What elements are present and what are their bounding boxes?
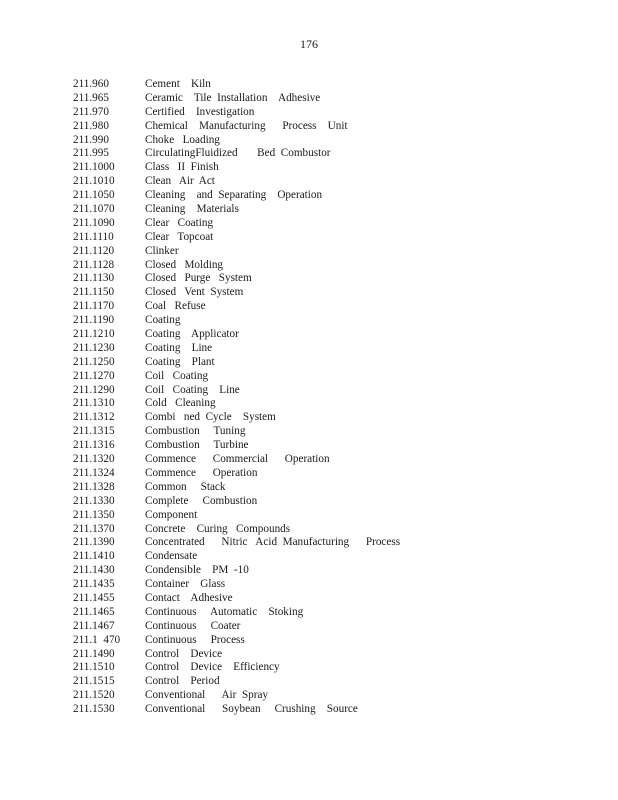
section-number: 211.1230 — [73, 341, 115, 354]
defined-term: Continuous Process — [145, 633, 245, 646]
index-entry — [73, 564, 400, 578]
section-number: 211.1170 — [73, 300, 115, 313]
index-entry — [73, 231, 400, 245]
defined-term: Control Period — [145, 675, 220, 688]
section-number: 211.995 — [73, 147, 109, 160]
section-number: 211.1330 — [73, 494, 115, 507]
defined-term: Coil Coating Line — [145, 383, 240, 396]
defined-term: Class II Finish — [145, 161, 219, 174]
section-number: 211.990 — [73, 133, 109, 146]
defined-term: Choke Loading — [145, 133, 220, 146]
defined-term: Component — [145, 508, 198, 521]
index-entry — [73, 245, 400, 259]
index-entry — [73, 675, 400, 689]
index-entry — [73, 175, 400, 189]
index-entry — [73, 536, 400, 550]
defined-term: Closed Purge System — [145, 272, 252, 285]
definition-index-list — [73, 78, 400, 717]
defined-term: Clear Topcoat — [145, 230, 214, 243]
section-number: 211.1390 — [73, 536, 115, 549]
section-number: 211.965 — [73, 91, 109, 104]
index-entry — [73, 300, 400, 314]
defined-term: Closed Molding — [145, 258, 224, 271]
defined-term: Condensible PM -10 — [145, 564, 249, 577]
defined-term: Concrete Curing Compounds — [145, 522, 291, 535]
index-entry — [73, 342, 400, 356]
index-entry — [73, 481, 400, 495]
defined-term: Condensate — [145, 550, 198, 563]
defined-term: Continuous Coater — [145, 619, 241, 632]
section-number: 211.1000 — [73, 161, 115, 174]
section-number: 211.1120 — [73, 244, 115, 257]
defined-term: Clean Air Act — [145, 175, 215, 188]
defined-term: Concentrated Nitric Acid Manufacturing Process — [145, 536, 401, 549]
defined-term: Coating Plant — [145, 355, 215, 368]
defined-term: Commence Operation — [145, 466, 258, 479]
defined-term: Continuous Automatic Stoking — [145, 605, 304, 618]
index-entry — [73, 606, 400, 620]
index-entry — [73, 703, 400, 717]
section-number: 211.1350 — [73, 508, 115, 521]
index-entry — [73, 259, 400, 273]
defined-term: Clinker — [145, 244, 179, 257]
index-entry — [73, 578, 400, 592]
index-entry — [73, 523, 400, 537]
index-entry — [73, 397, 400, 411]
section-number: 211.1070 — [73, 203, 115, 216]
defined-term: Coating Line — [145, 341, 213, 354]
section-number: 211.1455 — [73, 591, 115, 604]
section-number: 211.1435 — [73, 578, 115, 591]
defined-term: Combi ned Cycle System — [145, 411, 276, 424]
defined-term: Coating Applicator — [145, 328, 239, 341]
index-entry — [73, 453, 400, 467]
section-number: 211.1490 — [73, 647, 115, 660]
index-entry — [73, 634, 400, 648]
defined-term: Combustion Tuning — [145, 425, 246, 438]
defined-term: Control Device Efficiency — [145, 661, 280, 674]
section-number: 211.1430 — [73, 564, 115, 577]
section-number: 211.1210 — [73, 328, 115, 341]
section-number: 211.1250 — [73, 355, 115, 368]
index-entry — [73, 661, 400, 675]
index-entry — [73, 189, 400, 203]
index-entry — [73, 384, 400, 398]
index-entry — [73, 689, 400, 703]
section-number: 211.970 — [73, 105, 109, 118]
index-entry — [73, 161, 400, 175]
section-number: 211.1270 — [73, 369, 115, 382]
index-entry — [73, 425, 400, 439]
section-number: 211.960 — [73, 78, 109, 90]
defined-term: Commence Commercial Operation — [145, 453, 330, 466]
section-number: 211.1510 — [73, 661, 115, 674]
index-entry — [73, 328, 400, 342]
section-number: 211.1324 — [73, 466, 115, 479]
defined-term: Clear Coating — [145, 216, 214, 229]
defined-term: Closed Vent System — [145, 286, 244, 299]
section-number: 211.980 — [73, 119, 109, 132]
section-number: 211.1150 — [73, 286, 115, 299]
defined-term: Coil Coating — [145, 369, 209, 382]
section-number: 211.1515 — [73, 675, 115, 688]
defined-term: Conventional Soybean Crushing Source — [145, 703, 358, 716]
index-entry — [73, 495, 400, 509]
defined-term: Chemical Manufacturing Process Unit — [145, 119, 348, 132]
defined-term: Complete Combustion — [145, 494, 258, 507]
section-number: 211.1290 — [73, 383, 115, 396]
index-entry — [73, 356, 400, 370]
section-number: 211.1370 — [73, 522, 115, 535]
section-number: 211.1312 — [73, 411, 115, 424]
defined-term: Coating — [145, 314, 181, 327]
defined-term: Cement Kiln — [145, 78, 211, 90]
section-number: 211.1050 — [73, 189, 115, 202]
index-entry — [73, 509, 400, 523]
index-entry — [73, 314, 400, 328]
index-entry — [73, 134, 400, 148]
defined-term: Common Stack — [145, 480, 226, 493]
section-number: 211.1320 — [73, 453, 115, 466]
index-entry — [73, 120, 400, 134]
defined-term: Cleaning Materials — [145, 203, 239, 216]
index-entry — [73, 648, 400, 662]
defined-term: Cleaning and Separating Operation — [145, 189, 323, 202]
defined-term: Coal Refuse — [145, 300, 206, 313]
section-number: 211.1090 — [73, 216, 115, 229]
defined-term: Ceramic Tile Installation Adhesive — [145, 91, 321, 104]
index-entry — [73, 439, 400, 453]
section-number: 211.1310 — [73, 397, 115, 410]
index-entry — [73, 203, 400, 217]
section-number: 211.1467 — [73, 619, 115, 632]
index-entry — [73, 217, 400, 231]
index-entry — [73, 92, 400, 106]
defined-term: Conventional Air Spray — [145, 689, 269, 702]
section-number: 211.1 470 — [73, 633, 121, 646]
index-entry — [73, 592, 400, 606]
section-number: 211.1315 — [73, 425, 115, 438]
index-entry — [73, 106, 400, 120]
index-entry — [73, 272, 400, 286]
section-number: 211.1128 — [73, 258, 115, 271]
section-number: 211.1465 — [73, 605, 115, 618]
defined-term: Container Glass — [145, 578, 226, 591]
defined-term: Control Device — [145, 647, 223, 660]
section-number: 211.1328 — [73, 480, 115, 493]
defined-term: CirculatingFluidized Bed Combustor — [145, 147, 331, 160]
section-number: 211.1110 — [73, 230, 114, 243]
section-number: 211.1190 — [73, 314, 115, 327]
index-entry — [73, 286, 400, 300]
defined-term: Certified Investigation — [145, 105, 255, 118]
section-number: 211.1530 — [73, 703, 115, 716]
section-number: 211.1010 — [73, 175, 115, 188]
page-number: 176 — [300, 37, 318, 51]
section-number: 211.1316 — [73, 439, 115, 452]
index-entry — [73, 370, 400, 384]
index-entry — [73, 550, 400, 564]
index-entry — [73, 620, 400, 634]
index-entry — [73, 467, 400, 481]
defined-term: Cold Cleaning — [145, 397, 216, 410]
section-number: 211.1520 — [73, 689, 115, 702]
section-number: 211.1130 — [73, 272, 115, 285]
section-number: 211.1410 — [73, 550, 115, 563]
index-entry — [73, 78, 400, 92]
index-entry — [73, 147, 400, 161]
defined-term: Combustion Turbine — [145, 439, 249, 452]
index-entry — [73, 411, 400, 425]
defined-term: Contact Adhesive — [145, 591, 233, 604]
